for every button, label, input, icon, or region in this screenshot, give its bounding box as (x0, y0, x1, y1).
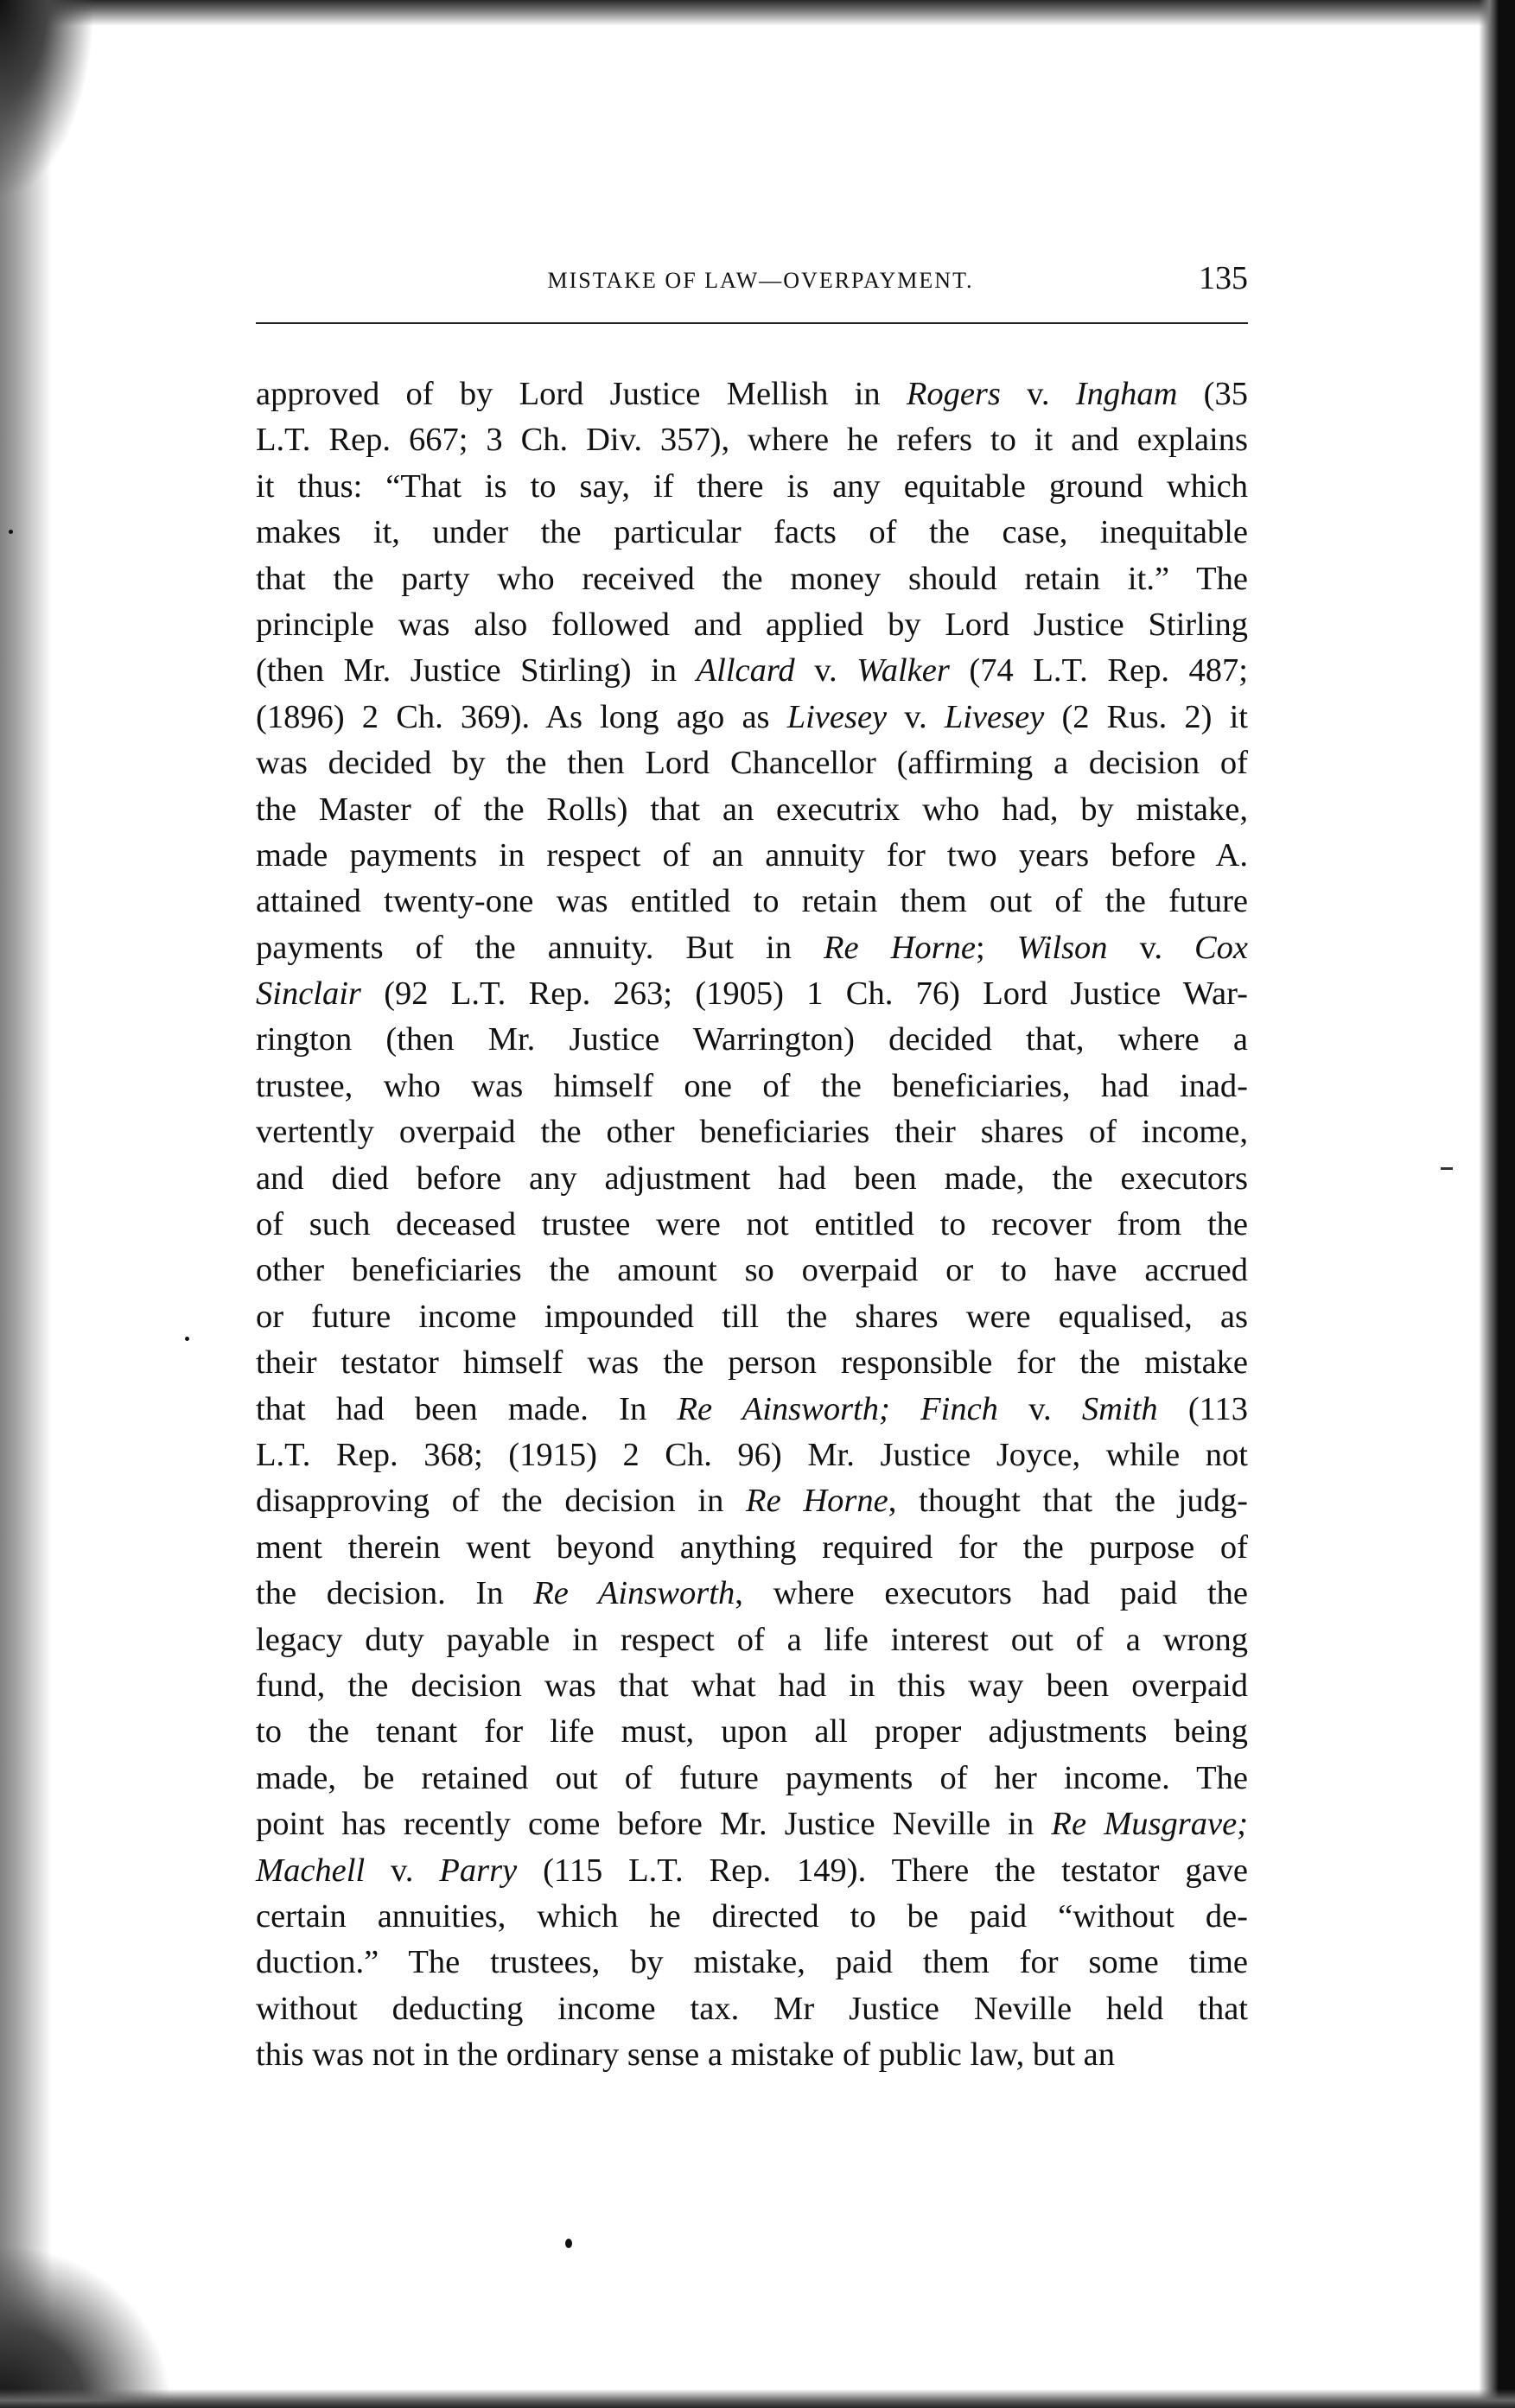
text-run: principle was also followed and applied by Lord Justice Stirling (256, 606, 1248, 643)
text-run: payments of the annuity. But in (256, 929, 824, 966)
text-run: was decided by the then Lord Chancellor (affirming a decision of (256, 745, 1248, 782)
header-rule (256, 322, 1248, 324)
text-run: made payments in respect of an annuity for two years before A. (256, 836, 1248, 874)
case-name: Smith (1081, 1390, 1158, 1427)
text-run: (1896) 2 Ch. 369). As long ago as (256, 698, 787, 735)
text-run: rington (then Mr. Justice Warrington) decided that, where a (256, 1021, 1248, 1058)
text-run: (then Mr. Justice Stirling) in (256, 652, 697, 689)
text-run: makes it, under the particular facts of the case, inequitable (256, 514, 1248, 551)
stray-mark (1441, 1167, 1453, 1170)
text-line (256, 556, 1248, 602)
running-head (256, 259, 1248, 311)
text-line (256, 2032, 1248, 2078)
text-run: (113 (1157, 1390, 1249, 1427)
text-line (256, 1663, 1248, 1709)
text-line (256, 1756, 1248, 1801)
text-run: v. (794, 652, 857, 689)
case-name: Re Horne (746, 1483, 888, 1520)
text-line (256, 602, 1248, 648)
text-run: ; (976, 929, 1017, 966)
text-run: of such deceased trustee were not entitled to recover from the (256, 1206, 1248, 1243)
text-run: point has recently come before Mr. Justice Neville in (256, 1806, 1052, 1843)
stray-mark (185, 1337, 189, 1341)
text-run: or future income impounded till the shares were equalised, as (256, 1298, 1248, 1335)
text-line (256, 1156, 1248, 1202)
text-line (256, 372, 1248, 417)
stray-mark (565, 2239, 572, 2248)
text-line (256, 648, 1248, 694)
text-line (256, 971, 1248, 1017)
text-run: v. (997, 1390, 1082, 1427)
text-run: the Master of the Rolls) that an executrix who had, by mistake, (256, 791, 1248, 828)
text-line (256, 1109, 1248, 1155)
text-run: legacy duty payable in respect of a life interest out of a wrong (256, 1621, 1248, 1658)
case-name: Machell (256, 1852, 366, 1889)
text-line (256, 510, 1248, 556)
text-line (256, 464, 1248, 510)
text-run: approved of by Lord Justice Mellish in (256, 376, 907, 412)
body-text (256, 372, 1248, 2078)
text-line (256, 1202, 1248, 1248)
case-name: Ingham (1075, 376, 1178, 412)
running-title: MISTAKE OF LAW—OVERPAYMENT. (547, 268, 974, 293)
case-name: Allcard (696, 652, 795, 689)
text-line (256, 1709, 1248, 1755)
case-name: Re Ainsworth; Finch (677, 1390, 998, 1427)
text-line (256, 1986, 1248, 2032)
text-run: and died before any adjustment had been made, the executors (256, 1160, 1248, 1197)
text-line (256, 879, 1248, 924)
text-run: disapproving of the decision in (256, 1483, 747, 1520)
text-run: vertently overpaid the other beneficiaries their shares of income, (256, 1114, 1248, 1151)
case-name: Livesey (786, 698, 888, 735)
scan-edge-bottom (0, 2389, 1515, 2408)
page-number: 135 (1199, 260, 1248, 296)
scan-shadow-top-left (0, 0, 95, 199)
text-line (256, 1894, 1248, 1940)
case-name: Re Musgrave; (1051, 1806, 1248, 1843)
text-run: (2 Rus. 2) it (1044, 698, 1249, 735)
text-line (256, 925, 1248, 971)
text-line (256, 1294, 1248, 1340)
text-run: to the tenant for life must, upon all proper adjustments being (256, 1713, 1248, 1750)
text-run: v. (365, 1852, 440, 1889)
text-line (256, 1525, 1248, 1571)
text-run: other beneficiaries the amount so overpaid or to have accrued (256, 1252, 1248, 1289)
text-run: duction.” The trustees, by mistake, paid them for some time (256, 1944, 1248, 1981)
text-run: fund, the decision was that what had in this way been overpaid (256, 1667, 1248, 1704)
text-run: v. (1107, 929, 1194, 966)
case-name: Re Ainsworth (533, 1575, 735, 1612)
text-line (256, 1433, 1248, 1478)
text-line (256, 1248, 1248, 1293)
text-run: the decision. In (256, 1575, 534, 1612)
text-line (256, 787, 1248, 833)
text-run: made, be retained out of future payments of her income. The (256, 1759, 1248, 1796)
case-name: Cox (1194, 929, 1249, 966)
case-name: Wilson (1016, 929, 1108, 966)
text-line (256, 1848, 1248, 1894)
scan-shadow-bottom-left (0, 2244, 173, 2408)
text-line (256, 695, 1248, 740)
case-name: Sinclair (256, 975, 361, 1013)
text-run: ment therein went beyond anything required for the purpose of (256, 1528, 1248, 1566)
scan-edge-left (0, 0, 52, 2408)
text-run: attained twenty-one was entitled to retain them out of the future (256, 883, 1248, 920)
case-name: Livesey (944, 698, 1045, 735)
text-run: , where executors had paid the (735, 1575, 1248, 1612)
case-name: Parry (439, 1852, 518, 1889)
text-run: (92 L.T. Rep. 263; (1905) 1 Ch. 76) Lord Justice War- (360, 975, 1248, 1013)
text-line (256, 1387, 1248, 1433)
text-run: that the party who received the money should retain it.” The (256, 560, 1248, 597)
text-run: v. (1000, 376, 1076, 412)
text-line (256, 417, 1248, 463)
text-run: (35 (1177, 376, 1248, 412)
text-run: trustee, who was himself one of the beneficiaries, had inad- (256, 1067, 1248, 1104)
text-run: their testator himself was the person responsible for the mistake (256, 1344, 1248, 1382)
scan-edge-right (1479, 0, 1515, 2408)
stray-mark (9, 530, 13, 534)
text-line (256, 1064, 1248, 1109)
text-run: it thus: “That is to say, if there is any equitable ground which (256, 467, 1248, 505)
text-run: , thought that the judg- (888, 1483, 1248, 1520)
scan-edge-top (0, 0, 1515, 26)
text-run: this was not in the ordinary sense a mistake of public law, but an (256, 2036, 1116, 2074)
text-run: (74 L.T. Rep. 487; (949, 652, 1248, 689)
text-run: certain annuities, which he directed to be paid “without de- (256, 1897, 1248, 1935)
text-line (256, 1340, 1248, 1386)
text-line (256, 1617, 1248, 1663)
text-run: L.T. Rep. 667; 3 Ch. Div. 357), where he refers to it and explains (256, 422, 1248, 459)
text-line (256, 1571, 1248, 1617)
case-name: Walker (856, 652, 950, 689)
text-line (256, 1478, 1248, 1524)
text-run: L.T. Rep. 368; (1915) 2 Ch. 96) Mr. Justice Joyce, while not (256, 1436, 1248, 1473)
text-run: without deducting income tax. Mr Justice Neville held that (256, 1990, 1248, 2027)
text-run: (115 L.T. Rep. 149). There the testator gave (517, 1852, 1248, 1889)
text-line (256, 1801, 1248, 1847)
text-line (256, 740, 1248, 786)
text-run: that had been made. In (256, 1390, 678, 1427)
text-line (256, 1940, 1248, 1985)
text-line (256, 833, 1248, 879)
text-run: v. (887, 698, 945, 735)
text-line (256, 1017, 1248, 1063)
case-name: Rogers (906, 376, 1001, 412)
case-name: Re Horne (823, 929, 976, 966)
